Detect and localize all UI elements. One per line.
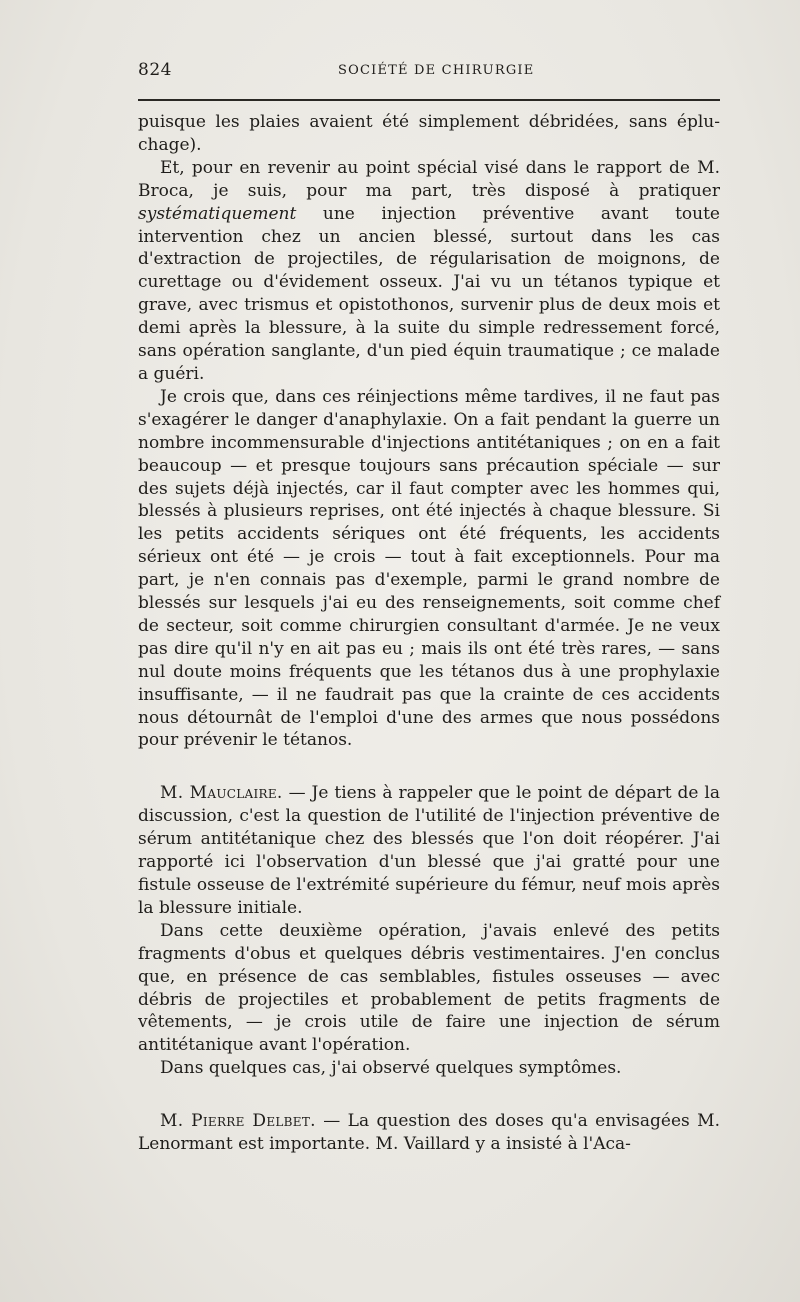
paragraph-broca-injection [138, 157, 720, 386]
speech-text: — Je tiens à rappeler que le point de départ de la discussion, c'est la question de l'utilité de l'injection préventive de sérum antitétanique chez des blessés que l'on doit réopérer. J'ai rapporté ici l'observation d'un blessé que j'ai gratté pour une fistule osseuse de l'extrémité supérieure du fémur, neuf mois après la blessure initiale. [138, 783, 721, 918]
speaker-name: M. Mauclaire. [160, 783, 283, 804]
speech-mauclaire [138, 782, 720, 919]
paragraph-text: une injection préventive avant toute intervention chez un ancien blessé, surtout dans les cas d'extraction de projectiles, de régularisation de moignons, de curettage ou d'évidement osseux. J'ai vu un tétanos typique et grave, avec trismus et opistothonos, survenir plus de deux mois et demi après la blessure, à la suite du simple redressement forcé, sans opération sanglante, d'un pied équin traumatique ; ce malade a guéri. [138, 203, 720, 384]
speech-text: — La question des doses qu'a envisagées M. Lenormant est importante. M. Vaillard y a insisté à l'Aca- [138, 1111, 720, 1155]
speech-delbet [138, 1110, 720, 1156]
paragraph-symptomes: Dans quelques cas, j'ai observé quelques symptômes. [160, 1058, 622, 1079]
running-head: SOCIÉTÉ DE CHIRURGIE [338, 63, 535, 78]
paragraph-text: Et, pour en revenir au point spécial visé dans le rapport de M. Broca, je suis, pour ma part, très disposé à pratiquer [138, 157, 720, 201]
paragraph-anaphylaxie: Je crois que, dans ces réinjections même tardives, il ne faut pas s'exagérer le danger d'anaphylaxie. On a fait pendant la guerre un nombre incommensurable d'injections antitétaniques ; on en a fait beaucoup — et presque toujours sans précaution spéciale — sur des sujets déjà injectés, car il faut compter avec les hommes qui, blessés à plusieurs reprises, ont été injectés à chaque blessure. Si les petits accidents sériques ont été fréquents, les accidents sérieux ont été — je crois — tout à fait exceptionnels. Pour ma part, je n'en connais pas d'exemple, parmi le grand nombre de blessés sur lesquels j'ai eu des renseignements, soit comme chef de secteur, soit comme chirurgien consultant d'armée. Je ne veux pas dire qu'il n'y en ait pas eu ; mais ils ont été très rares, — sans nul doute moins fréquents que les tétanos dus à une prophylaxie insuffisante, — il ne faudrait pas que la crainte de ces accidents nous détournât de l'emploi d'une des armes que nous possédons pour prévenir le tétanos. [138, 386, 720, 751]
emphasis-systematiquement: systématiquement [138, 203, 297, 224]
page-number: 824 [138, 60, 172, 80]
speaker-name: M. Pierre Delbet. [160, 1111, 316, 1132]
page-header [138, 60, 720, 84]
header-rule [138, 99, 720, 101]
paragraph-continuation: puisque les plaies avaient été simplement débridées, sans éplu-chage). [138, 112, 720, 155]
paragraph-deuxieme-operation: Dans cette deuxième opération, j'avais enlevé des petits fragments d'obus et quelques débris vestimentaires. J'en conclus que, en présence de cas semblables, fistules osseuses — avec débris de projectiles et probablement de petits fragments de vêtements, — je crois utile de faire une injection de sérum antitétanique avant l'opération. [138, 920, 720, 1056]
body-text [138, 111, 720, 1156]
